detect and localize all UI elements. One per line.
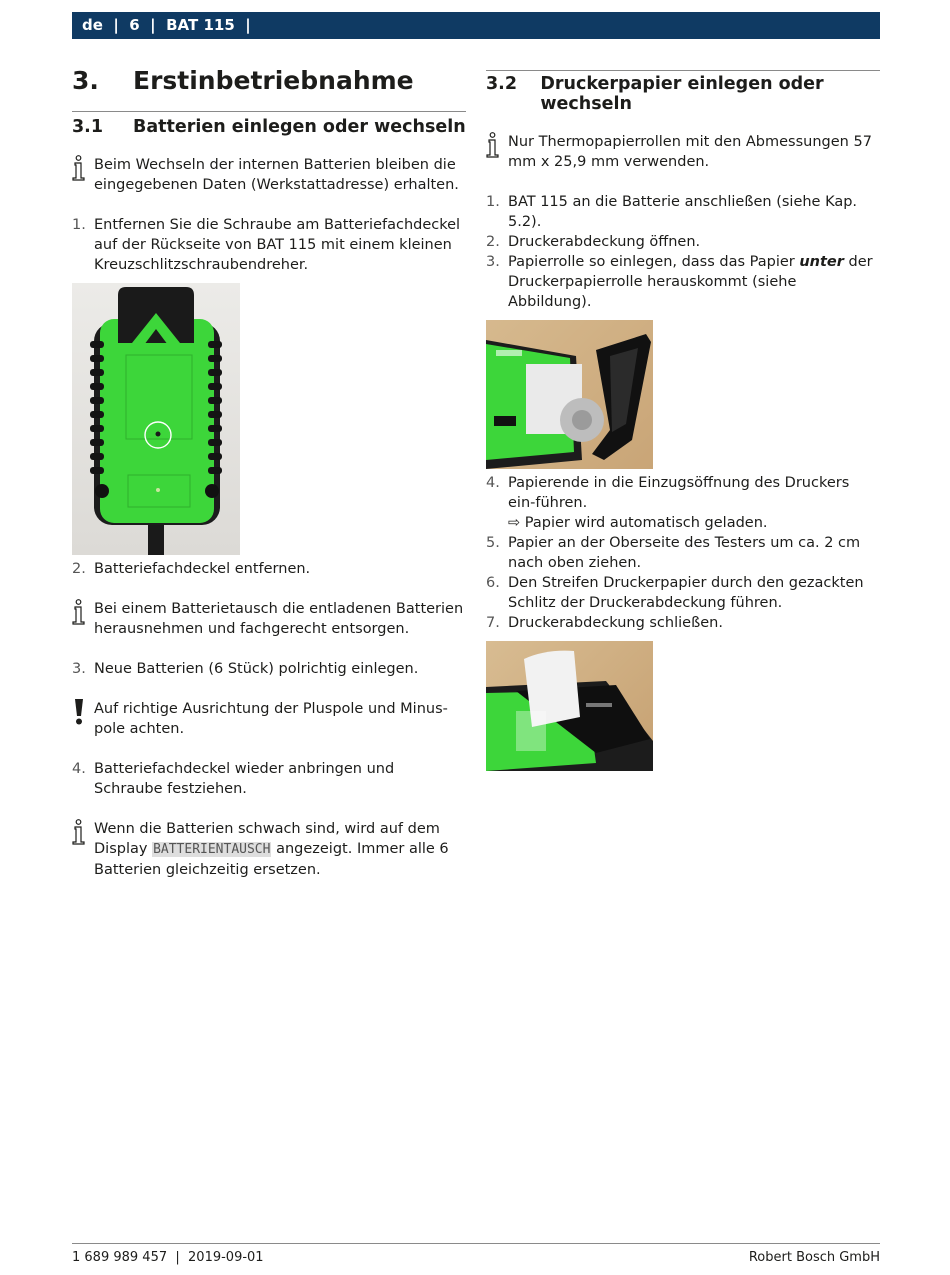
- info-note-paper-text: Nur Thermopapierrollen mit den Abmessungen 57 mm x 25,9 mm verwenden.: [508, 134, 872, 170]
- list-item: [486, 232, 880, 252]
- document-number: 1 689 989 457: [72, 1250, 168, 1265]
- info-note-3-text: [94, 819, 466, 880]
- chapter-heading: [72, 66, 466, 102]
- chapter-number: 3.: [72, 66, 99, 95]
- step-text: Den Streifen Druckerpapier durch den gezackten Schlitz der Druckerabdeckung führen.: [508, 575, 864, 611]
- step-number: 2.: [486, 234, 500, 250]
- battery-compartment-photo: [72, 283, 240, 555]
- footer-left: 1 689 989 457 | 2019-09-01: [72, 1250, 264, 1265]
- step-text: Batteriefachdeckel wieder anbringen und Schraube festziehen.: [94, 761, 395, 797]
- step-number: 5.: [486, 535, 500, 551]
- step-number: 2.: [72, 561, 86, 577]
- result-line: [486, 513, 880, 533]
- list-item: [486, 533, 880, 573]
- footer-rule: [72, 1243, 880, 1244]
- info-note-2: [72, 599, 466, 639]
- step-1: [72, 215, 466, 275]
- step-text-part: Papierrolle so einlegen, dass das Papier: [508, 254, 800, 270]
- step-number: 7.: [486, 615, 500, 631]
- document-date: 2019-09-01: [188, 1250, 264, 1265]
- step-text: Neue Batterien (6 Stück) polrichtig einlegen.: [94, 661, 419, 677]
- company-name: Robert Bosch GmbH: [748, 1250, 880, 1265]
- header-page: 6: [129, 16, 140, 34]
- header-lang: de: [82, 16, 103, 34]
- steps-list-a: [486, 192, 880, 312]
- step-text: Batteriefachdeckel entfernen.: [94, 561, 311, 577]
- step-text: Papierende in die Einzugsöffnung des Druckers ein-führen.: [508, 475, 850, 511]
- step-text: Entfernen Sie die Schraube am Batteriefachdeckel auf der Rückseite von BAT 115 mit einem kleinen Kreuzschlitzschraubendreher.: [94, 217, 461, 273]
- info-note-1: [72, 155, 466, 195]
- info-text-part: Wenn die Batterien schwach sind, wird auf dem Display: [94, 821, 440, 857]
- step-number: 6.: [486, 575, 500, 591]
- warning-note: [72, 699, 466, 739]
- info-icon: [486, 132, 500, 158]
- step-number: 3.: [72, 661, 86, 677]
- emphasis-text: unter: [799, 254, 844, 270]
- list-item: [486, 192, 880, 232]
- step-number: 3.: [486, 254, 500, 270]
- section-title: Batterien einlegen oder wechseln: [133, 117, 466, 137]
- right-column: [486, 70, 880, 771]
- section-number: 3.2: [486, 74, 518, 94]
- footer: [72, 1250, 880, 1265]
- step-4: [486, 473, 880, 513]
- header-bar: de | 6 | BAT 115 |: [72, 12, 880, 39]
- display-message: BATTERIENTAUSCH: [153, 842, 271, 857]
- info-icon: [72, 599, 86, 625]
- step-number: 1.: [486, 194, 500, 210]
- list-item: [486, 613, 880, 633]
- section-heading-3-2: [486, 74, 880, 114]
- step-4: [72, 759, 466, 799]
- left-column: [72, 66, 466, 880]
- printer-closed-photo: [486, 641, 653, 771]
- section-rule: [72, 111, 466, 112]
- step-number: 4.: [486, 475, 500, 491]
- step-text: BAT 115 an die Batterie anschließen (siehe Kap. 5.2).: [508, 194, 858, 230]
- step-number: 4.: [72, 761, 86, 777]
- step-text: Papier an der Oberseite des Testers um ca. 2 cm nach oben ziehen.: [508, 535, 861, 571]
- section-heading-3-1: [72, 117, 466, 137]
- section-number: 3.1: [72, 117, 104, 137]
- info-note-3: [72, 819, 466, 880]
- step-text: [508, 252, 880, 312]
- step-text: Druckerabdeckung schließen.: [508, 615, 723, 631]
- result-arrow-icon: ⇨: [508, 515, 521, 531]
- step-number: 1.: [72, 217, 86, 233]
- warning-text: Auf richtige Ausrichtung der Pluspole und Minus-pole achten.: [94, 701, 448, 737]
- chapter-title: Erstinbetriebnahme: [133, 66, 414, 95]
- header-product: BAT 115: [166, 16, 235, 34]
- info-icon: [72, 155, 86, 181]
- exclamation-icon: [72, 699, 86, 725]
- info-text-part: angezeigt. Immer alle 6 Batterien gleichzeitig ersetzen.: [94, 841, 449, 878]
- step-2: [72, 559, 466, 579]
- info-note-paper: [486, 132, 880, 172]
- section-rule: [486, 70, 880, 71]
- step-text-part: der Druckerpapierrolle herauskommt (siehe Abbildung).: [508, 254, 873, 310]
- section-title: Druckerpapier einlegen oder wechseln: [540, 74, 824, 114]
- step-text: Druckerabdeckung öffnen.: [508, 234, 701, 250]
- printer-open-photo: [486, 320, 653, 469]
- list-item: [486, 573, 880, 613]
- result-text: Papier wird automatisch geladen.: [524, 515, 768, 531]
- info-note-2-text: Bei einem Batterietausch die entladenen Batterien herausnehmen und fachgerecht entsorgen.: [94, 601, 464, 637]
- step-3: [72, 659, 466, 679]
- info-note-1-text: Beim Wechseln der internen Batterien bleiben die eingegebenen Daten (Werkstattadresse) erhalten.: [94, 157, 459, 193]
- info-icon: [72, 819, 86, 845]
- list-item: [486, 252, 880, 312]
